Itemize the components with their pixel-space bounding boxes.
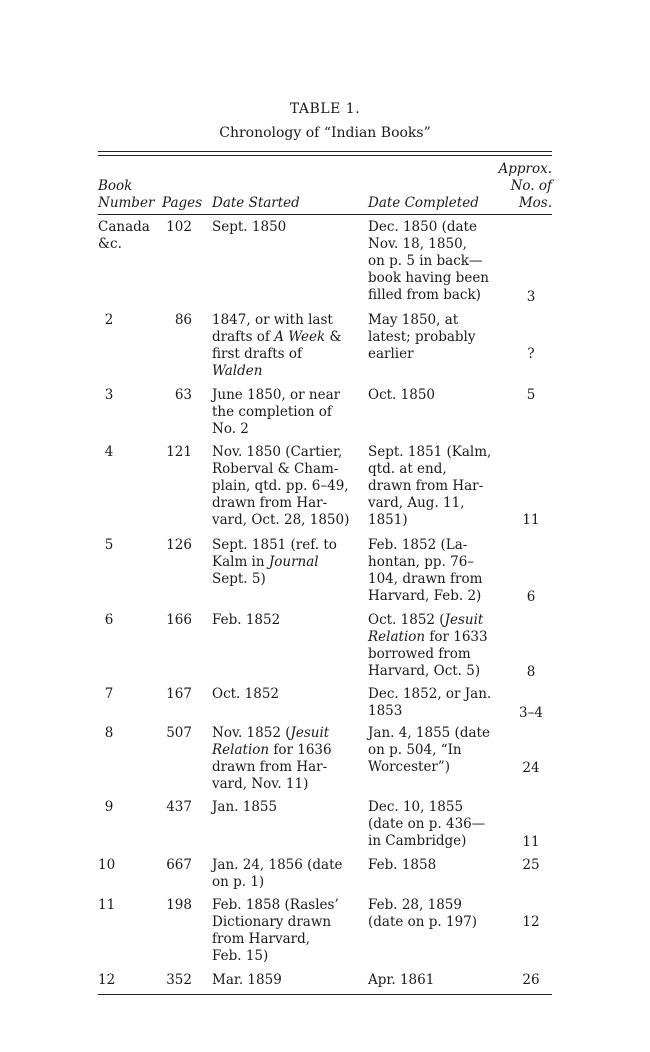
row-11-completed: Feb. 28, 1859 (date on p. 197)	[368, 897, 478, 930]
row-8-months: 24	[522, 760, 540, 776]
row-4-started: Nov. 1850 (Cartier, Roberval & Cham- plain, qtd. pp. 6–49, drawn from Har- vard, Oct. 28, 1850)	[212, 444, 350, 528]
row-3-pages: 63	[174, 387, 192, 403]
header-number: Number	[98, 195, 155, 211]
row-5-completed: Feb. 1852 (La- hontan, pp. 76– 104, drawn from Harvard, Feb. 2)	[368, 537, 483, 604]
row-6-completed: Oct. 1852 (Jesuit Relation for 1633 borrowed from Harvard, Oct. 5)	[368, 612, 488, 679]
row-10-book: 10	[98, 857, 116, 873]
row-5-book: 5	[104, 537, 114, 553]
row-5-months: 6	[526, 589, 536, 605]
top-rule-double	[98, 155, 552, 156]
row-8-pages: 507	[166, 725, 192, 741]
row-1-months: 3	[526, 289, 536, 305]
row-2-months: ?	[527, 346, 535, 362]
row-7-months: 3–4	[519, 705, 543, 721]
row-2-completed: May 1850, at latest; probably earlier	[368, 312, 476, 362]
row-4-book: 4	[104, 444, 114, 460]
row-1-book: Canada &c.	[98, 219, 150, 252]
row-9-started: Jan. 1855	[212, 799, 278, 815]
row-5-started: Sept. 1851 (ref. to Kalm in Journal Sept. 5)	[212, 537, 337, 587]
row-11-book: 11	[98, 897, 116, 913]
row-1-started: Sept. 1850	[212, 219, 287, 235]
row-12-started: Mar. 1859	[212, 972, 282, 988]
row-12-book: 12	[98, 972, 116, 988]
row-10-pages: 667	[166, 857, 192, 873]
row-3-months: 5	[526, 387, 536, 403]
bottom-rule	[98, 994, 552, 995]
top-rule	[98, 151, 552, 152]
header-book: Book	[98, 178, 133, 194]
row-9-completed: Dec. 10, 1855 (date on p. 436— in Cambridge)	[368, 799, 486, 849]
header-rule	[98, 214, 552, 215]
row-10-months: 25	[522, 857, 540, 873]
table-title: TABLE 1.	[289, 101, 361, 117]
header-mos: Mos.	[518, 195, 552, 211]
row-7-pages: 167	[166, 686, 192, 702]
row-8-book: 8	[104, 725, 114, 741]
row-12-completed: Apr. 1861	[368, 972, 435, 988]
row-12-pages: 352	[166, 972, 192, 988]
row-1-pages: 102	[166, 219, 192, 235]
header-pages: Pages	[162, 195, 203, 211]
row-6-months: 8	[526, 664, 536, 680]
table-subtitle: Chronology of “Indian Books”	[219, 125, 431, 141]
header-no-of: No. of	[510, 178, 552, 194]
header-approx: Approx.	[498, 161, 552, 177]
row-4-completed: Sept. 1851 (Kalm, qtd. at end, drawn from Har- vard, Aug. 11, 1851)	[368, 444, 492, 528]
row-10-started: Jan. 24, 1856 (date on p. 1)	[212, 857, 343, 890]
row-9-pages: 437	[166, 799, 192, 815]
row-12-months: 26	[522, 972, 540, 988]
row-6-book: 6	[104, 612, 114, 628]
row-8-completed: Jan. 4, 1855 (date on p. 504, “In Worcester”)	[368, 725, 490, 775]
row-1-completed: Dec. 1850 (date Nov. 18, 1850, on p. 5 in back— book having been filled from back)	[368, 219, 489, 303]
row-3-started: June 1850, or near the completion of No. 2	[212, 387, 341, 437]
row-11-months: 12	[522, 914, 540, 930]
row-11-started: Feb. 1858 (Rasles’ Dictionary drawn from Harvard, Feb. 15)	[212, 897, 339, 964]
row-7-book: 7	[104, 686, 114, 702]
row-4-pages: 121	[166, 444, 192, 460]
row-5-pages: 126	[166, 537, 192, 553]
header-date-started: Date Started	[212, 195, 300, 211]
row-3-completed: Oct. 1850	[368, 387, 435, 403]
row-4-months: 11	[522, 512, 540, 528]
row-9-months: 11	[522, 834, 540, 850]
row-6-pages: 166	[166, 612, 192, 628]
row-7-started: Oct. 1852	[212, 686, 279, 702]
row-10-completed: Feb. 1858	[368, 857, 437, 873]
row-9-book: 9	[104, 799, 114, 815]
row-2-started: 1847, or with last drafts of A Week & first drafts of Walden	[212, 312, 342, 379]
row-6-started: Feb. 1852	[212, 612, 281, 628]
row-11-pages: 198	[166, 897, 192, 913]
row-3-book: 3	[104, 387, 114, 403]
row-8-started: Nov. 1852 (Jesuit Relation for 1636 drawn from Har- vard, Nov. 11)	[212, 725, 332, 792]
row-2-pages: 86	[174, 312, 192, 328]
header-date-completed: Date Completed	[368, 195, 479, 211]
row-2-book: 2	[104, 312, 114, 328]
row-7-completed: Dec. 1852, or Jan. 1853	[368, 686, 492, 719]
